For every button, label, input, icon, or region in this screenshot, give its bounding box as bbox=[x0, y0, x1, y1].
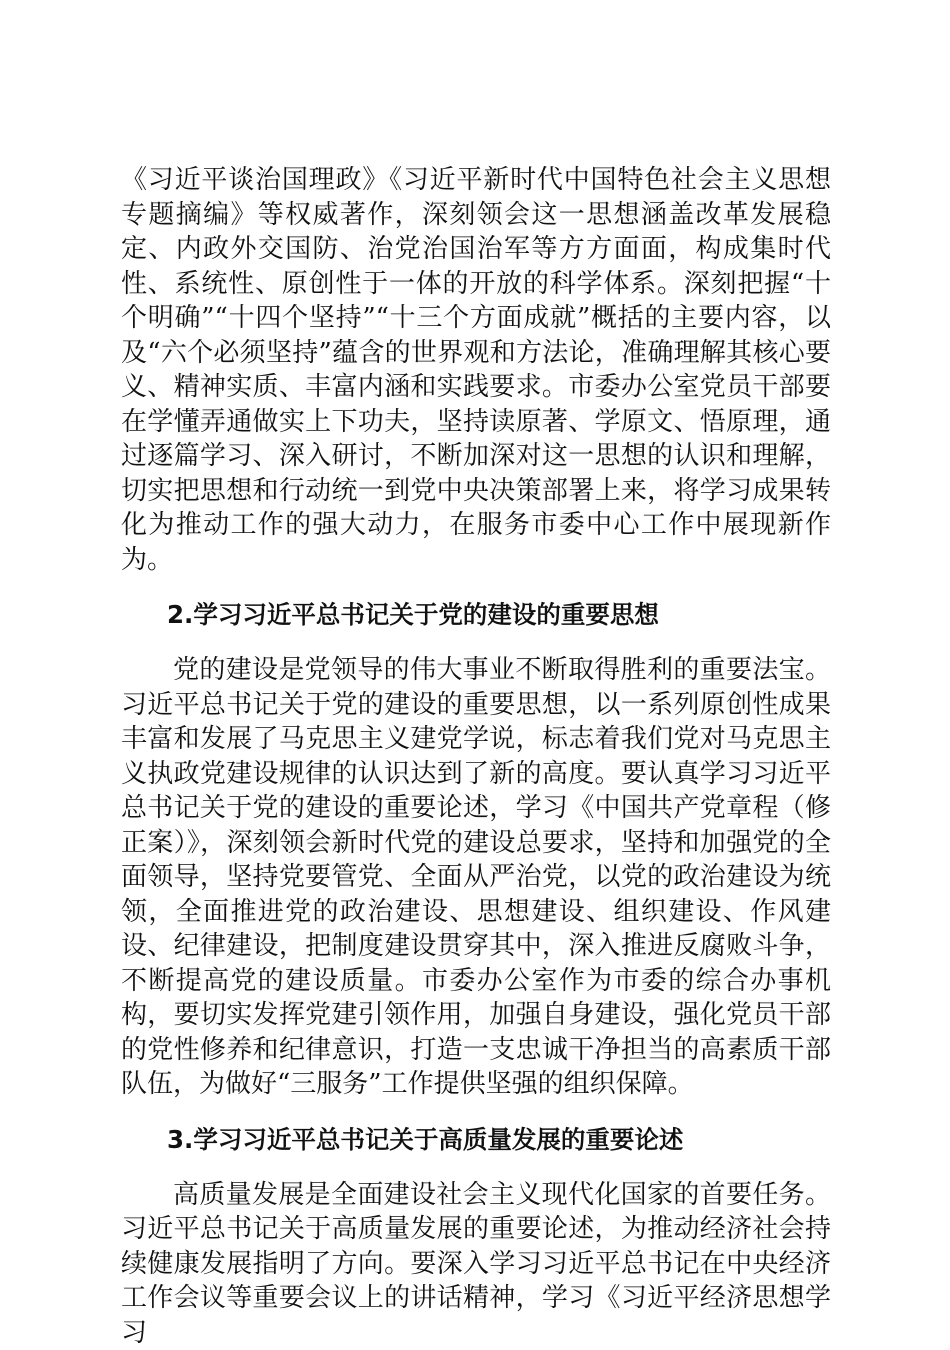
paragraph-3: 高质量发展是全面建设社会主义现代化国家的首要任务。习近平总书记关于高质量发展的重要论述，为推动经济社会持续健康发展指明了方向。要深入学习习近平总书记在中央经济工作会议等重要会议上的讲话精神，学习《习近平经济思想学习 bbox=[121, 1178, 831, 1350]
paragraph-2: 党的建设是党领导的伟大事业不断取得胜利的重要法宝。习近平总书记关于党的建设的重要思想，以一系列原创性成果丰富和发展了马克思主义建党学说，标志着我们党对马克思主义执政党建设规律的认识达到了新的高度。要认真学习习近平总书记关于党的建设的重要论述，学习《中国共产党章程（修正案）》，深刻领会新时代党的建设总要求，坚持和加强党的全面领导，坚持党要管党、全面从严治党，以党的政治建设为统领，全面推进党的政治建设、思想建设、组织建设、作风建设、纪律建设，把制度建设贯穿其中，深入推进反腐败斗争，不断提高党的建设质量。市委办公室作为市委的综合办事机构，要切实发挥党建引领作用，加强自身建设，强化党员干部的党性修养和纪律意识，打造一支忠诚干净担当的高素质干部队伍，为做好“三服务”工作提供坚强的组织保障。 bbox=[121, 653, 831, 1102]
paragraph-1: 《习近平谈治国理政》《习近平新时代中国特色社会主义思想专题摘编》等权威著作，深刻领会这一思想涵盖改革发展稳定、内政外交国防、治党治国治军等方方面面，构成集时代性、系统性、原创性于一体的开放的科学体系。深刻把握“十个明确”“十四个坚持”“十三个方面成就”概括的主要内容，以及“六个必须坚持”蕴含的世界观和方法论，准确理解其核心要义、精神实质、丰富内涵和实践要求。市委办公室党员干部要在学懂弄通做实上下功夫，坚持读原著、学原文、悟原理，通过逐篇学习、深入研讨，不断加深对这一思想的认识和理解，切实把思想和行动统一到党中央决策部署上来，将学习成果转化为推动工作的强大动力，在服务市委中心工作中展现新作为。 bbox=[121, 163, 831, 577]
document-body bbox=[121, 163, 831, 1350]
section-heading-3: 3.学习习近平总书记关于高质量发展的重要论述 bbox=[121, 1123, 831, 1157]
section-heading-2: 2.学习习近平总书记关于党的建设的重要思想 bbox=[121, 598, 831, 632]
